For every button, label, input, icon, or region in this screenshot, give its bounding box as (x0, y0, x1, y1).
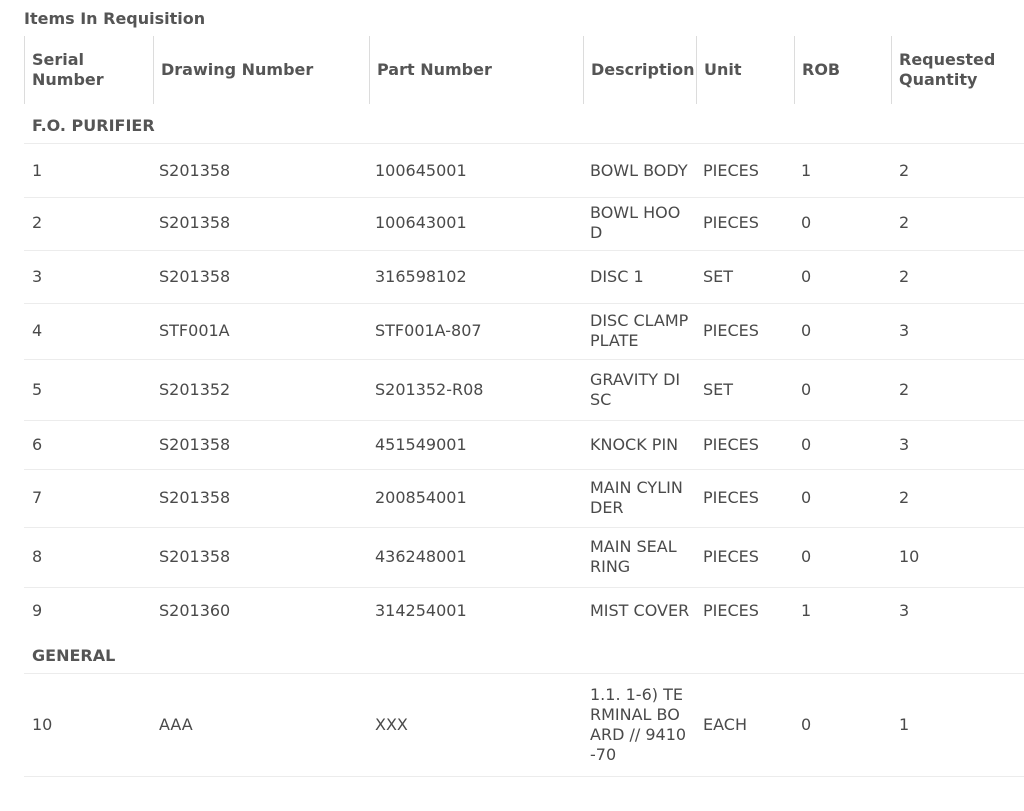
header-label: ROB (802, 60, 841, 79)
description-line: GRAVITY DI (590, 369, 681, 389)
cell-serial-number: 2 (32, 213, 43, 232)
cell-description (590, 420, 693, 469)
table-row[interactable] (24, 143, 1024, 198)
cell-part-number: 314254001 (375, 601, 467, 620)
cell-unit: PIECES (703, 434, 759, 454)
cell-rob: 1 (801, 160, 812, 180)
cell-drawing-number: S201358 (159, 547, 231, 566)
cell-part-number: 316598102 (375, 266, 467, 286)
column-header-unit[interactable] (696, 36, 795, 104)
cell-unit: PIECES (703, 160, 759, 180)
header-label: Unit (704, 60, 742, 79)
cell-requested-quantity: 3 (899, 601, 910, 620)
table-row[interactable] (24, 303, 1024, 360)
cell-rob: 0 (801, 321, 812, 340)
cell-serial-number: 4 (32, 321, 43, 340)
cell-rob: 0 (801, 715, 812, 734)
cell-part-number: 451549001 (375, 434, 467, 454)
cell-rob: 0 (801, 213, 812, 232)
cell-rob: 0 (801, 379, 812, 399)
header-label: Drawing Number (161, 60, 314, 79)
cell-requested-quantity: 2 (899, 160, 910, 180)
cell-unit: PIECES (703, 601, 759, 620)
column-header-rob[interactable] (794, 36, 892, 104)
description-line: DISC 1 (590, 266, 644, 286)
description-line: D (590, 223, 603, 242)
cell-serial-number: 7 (32, 488, 43, 507)
table-row[interactable] (24, 250, 1024, 304)
column-header-requested-quantity[interactable] (891, 36, 1024, 104)
description-line: MAIN SEAL (590, 537, 677, 556)
cell-serial-number: 8 (32, 547, 43, 566)
cell-part-number: S201352-R08 (375, 379, 484, 399)
header-line: Quantity (899, 70, 978, 89)
section-title: Items In Requisition (24, 9, 206, 28)
cell-drawing-number: S201358 (159, 160, 231, 180)
cell-requested-quantity: 1 (899, 715, 910, 734)
description-line: BOWL BODY (590, 160, 688, 180)
description-line: BOWL HOO (590, 203, 681, 222)
table-row[interactable] (24, 587, 1024, 635)
description-line: MAIN CYLIN (590, 478, 683, 497)
column-header-description[interactable] (583, 36, 697, 104)
cell-requested-quantity: 2 (899, 488, 910, 507)
header-label: Description (591, 60, 695, 79)
cell-drawing-number: S201358 (159, 488, 231, 507)
cell-drawing-number: S201358 (159, 213, 231, 232)
cell-drawing-number: STF001A (159, 321, 230, 340)
cell-rob: 0 (801, 488, 812, 507)
description-line: DISC CLAMP (590, 311, 689, 330)
cell-description (590, 359, 693, 420)
description-line: ARD // 9410 (590, 725, 687, 744)
cell-unit: PIECES (703, 488, 759, 507)
cell-rob: 0 (801, 547, 812, 566)
cell-unit: PIECES (703, 213, 759, 232)
cell-serial-number: 5 (32, 379, 43, 399)
description-line: RMINAL BO (590, 705, 680, 724)
cell-drawing-number: S201358 (159, 434, 231, 454)
column-header-drawing-number[interactable] (153, 36, 369, 104)
cell-description (590, 587, 693, 635)
cell-description (590, 250, 693, 303)
cell-part-number: 200854001 (375, 488, 467, 507)
cell-drawing-number: S201360 (159, 601, 231, 620)
header-line: Number (32, 70, 104, 89)
table-row[interactable] (24, 673, 1024, 777)
cell-unit: SET (703, 379, 734, 399)
column-header-serial-number[interactable] (24, 36, 154, 104)
description-line: MIST COVER (590, 601, 690, 620)
cell-serial-number: 3 (32, 266, 43, 286)
cell-serial-number: 1 (32, 160, 43, 180)
header-line: Serial (32, 50, 85, 69)
cell-unit: PIECES (703, 321, 759, 340)
cell-serial-number: 10 (32, 715, 53, 734)
cell-requested-quantity: 3 (899, 321, 910, 340)
cell-part-number: 100643001 (375, 213, 467, 232)
cell-unit: EACH (703, 715, 747, 734)
table-header (24, 36, 1024, 104)
cell-part-number: XXX (375, 715, 408, 734)
description-line: -70 (590, 745, 617, 764)
group-label-general: GENERAL (32, 646, 116, 665)
description-line: KNOCK PIN (590, 434, 679, 454)
description-line: 1.1. 1-6) TE (590, 685, 683, 704)
cell-drawing-number: S201358 (159, 266, 231, 286)
cell-unit: PIECES (703, 547, 759, 566)
cell-rob: 0 (801, 266, 812, 286)
table-row[interactable] (24, 469, 1024, 528)
table-row[interactable] (24, 359, 1024, 421)
cell-description (590, 674, 693, 776)
cell-part-number: 100645001 (375, 160, 467, 180)
cell-requested-quantity: 2 (899, 266, 910, 286)
header-label: Part Number (377, 60, 492, 79)
table-row[interactable] (24, 196, 1024, 251)
column-header-part-number[interactable] (369, 36, 584, 104)
cell-description (590, 196, 693, 250)
cell-requested-quantity: 2 (899, 379, 910, 399)
cell-description (590, 144, 693, 197)
cell-rob: 0 (801, 434, 812, 454)
cell-description (590, 303, 693, 359)
cell-part-number: 436248001 (375, 547, 467, 566)
description-line: PLATE (590, 331, 639, 350)
cell-requested-quantity: 3 (899, 434, 910, 454)
header-line: Requested (899, 50, 996, 69)
cell-description (590, 527, 693, 587)
cell-drawing-number: S201352 (159, 379, 231, 399)
cell-unit: SET (703, 266, 734, 286)
cell-description (590, 469, 693, 527)
group-label-fo-purifier: F.O. PURIFIER (32, 116, 155, 135)
cell-rob: 1 (801, 601, 812, 620)
cell-serial-number: 9 (32, 601, 43, 620)
cell-serial-number: 6 (32, 434, 43, 454)
cell-part-number: STF001A-807 (375, 321, 482, 340)
description-line: SC (590, 389, 612, 409)
description-line: RING (590, 557, 631, 576)
table-row[interactable] (24, 527, 1024, 588)
cell-requested-quantity: 10 (899, 547, 920, 566)
description-line: DER (590, 498, 624, 517)
cell-drawing-number: AAA (159, 715, 193, 734)
cell-requested-quantity: 2 (899, 213, 910, 232)
table-row[interactable] (24, 420, 1024, 470)
